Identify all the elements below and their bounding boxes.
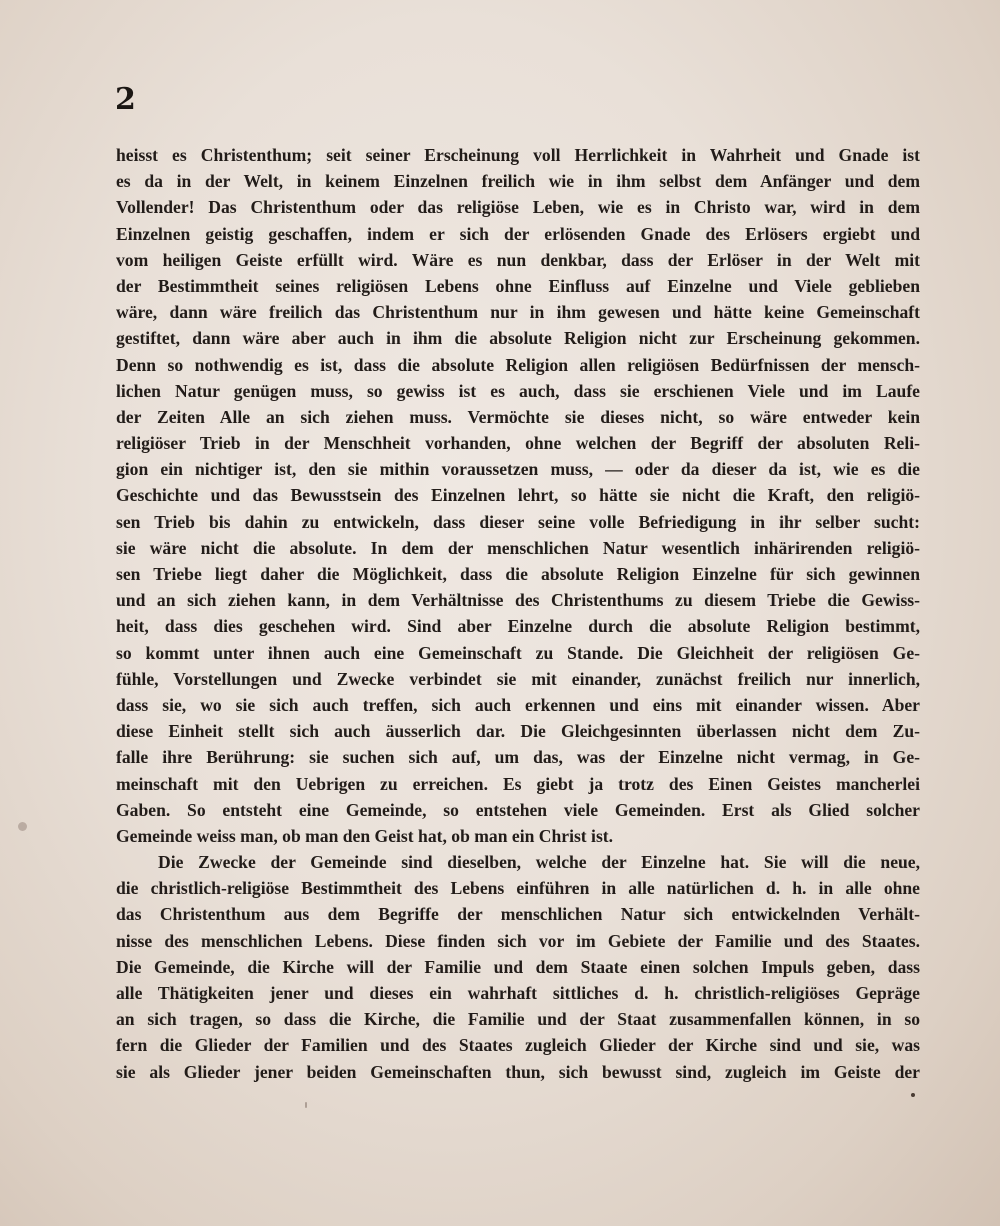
text-line: Denn so nothwendig es ist, dass die absolute Religion allen religiösen Bedürfnissen der mensch- [116,354,920,375]
text-line: falle ihre Berührung: sie suchen sich auf, um das, was der Einzelne nicht vermag, in Ge- [116,747,920,768]
text-line: vom heiligen Geiste erfüllt wird. Wäre es nun denkbar, dass der Erlöser in der Welt mit [116,249,920,270]
text-line: diese Einheit stellt sich auch äusserlich dar. Die Gleichgesinnten überlassen nicht dem Zu- [116,721,920,742]
text-line: wäre, dann wäre freilich das Christenthum nur in ihm gewesen und hätte keine Gemeinschaft [116,302,920,323]
text-line: heit, dass dies geschehen wird. Sind aber Einzelne durch die absolute Religion bestimmt, [116,616,920,637]
text-line: lichen Natur genügen muss, so gewiss ist es auch, dass sie erschienen Viele und im Laufe [116,380,920,401]
ink-speck [911,1093,915,1097]
text-line: gion ein nichtiger ist, den sie mithin voraussetzen muss, — oder da dieser da ist, wie es die [116,459,920,480]
text-line: gestiftet, dann wäre aber auch in ihm die absolute Religion nicht zur Erscheinung gekommen. [116,328,920,349]
text-line: fern die Glieder der Familien und des Staates zugleich Glieder der Kirche sind und sie, was [116,1035,920,1056]
text-line: Die Gemeinde, die Kirche will der Familie und dem Staate einen solchen Impuls geben, dass [116,956,920,977]
text-line: es da in der Welt, in keinem Einzelnen freilich wie in ihm selbst dem Anfänger und dem [116,171,920,192]
paper-stain [18,822,27,831]
text-line: Gaben. So entsteht eine Gemeinde, so entstehen viele Gemeinden. Erst als Glied solcher [116,799,920,820]
text-line: Geschichte und das Bewusstsein des Einzelnen lehrt, so hätte sie nicht die Kraft, den religiö- [116,485,920,506]
text-line: und an sich ziehen kann, in dem Verhältnisse des Christenthums zu diesem Triebe die Gewiss- [116,590,920,611]
text-line: alle Thätigkeiten jener und dieses ein wahrhaft sittliches d. h. christlich-religiöses Gepräge [116,983,920,1003]
text-line: so kommt unter ihnen auch eine Gemeinschaft zu Stande. Die Gleichheit der religiösen Ge- [116,642,920,663]
page-number: 2 [115,82,136,117]
text-line: meinschaft mit den Uebrigen zu erreichen. Es giebt ja trotz des Einen Geistes mancherlei [116,773,920,794]
text-line: sie als Glieder jener beiden Gemeinschaften thun, sich bewusst sind, zugleich im Geiste der [116,1061,920,1082]
text-line: sen Triebe liegt daher die Möglichkeit, dass die absolute Religion Einzelne für sich gewinnen [116,564,920,584]
text-line: sie wäre nicht die absolute. In dem der menschlichen Natur wesentlich inhärirenden religiö- [116,537,920,558]
text-line: Einzelnen geistig geschaffen, indem er sich der erlösenden Gnade des Erlösers ergiebt und [116,223,920,244]
text-line: dass sie, wo sie sich auch treffen, sich auch erkennen und eins mit einander wissen. Aber [116,694,920,715]
paragraph-first-line: Die Zwecke der Gemeinde sind dieselben, welche der Einzelne hat. Sie will die neue, [158,852,920,873]
text-line: der Zeiten Alle an sich ziehen muss. Vermöchte sie dieses nicht, so wäre entweder kein [116,406,920,427]
body-text [116,142,920,1085]
text-line: nisse des menschlichen Lebens. Diese finden sich vor im Gebiete der Familie und des Staates. [116,930,920,951]
ink-speck [305,1102,307,1108]
text-line: die christlich-religiöse Bestimmtheit des Lebens einführen in alle natürlichen d. h. in alle ohne [116,878,920,899]
text-line: der Bestimmtheit seines religiösen Lebens ohne Einfluss auf Einzelne und Viele geblieben [116,275,920,296]
text-line: religiöser Trieb in der Menschheit vorhanden, ohne welchen der Begriff der absoluten Reli- [116,433,920,454]
text-line: heisst es Christenthum; seit seiner Erscheinung voll Herrlichkeit in Wahrheit und Gnade ist [116,145,920,165]
text-line: sen Trieb bis dahin zu entwickeln, dass dieser seine volle Befriedigung in ihr selber sucht: [116,511,920,532]
text-line: fühle, Vorstellungen und Zwecke verbindet sie mit einander, zunächst freilich nur innerlich, [116,668,920,689]
text-line: Vollender! Das Christenthum oder das religiöse Leben, wie es in Christo war, wird in dem [116,197,920,218]
text-line: das Christenthum aus dem Begriffe der menschlichen Natur sich entwickelnden Verhält- [116,904,920,925]
text-line: an sich tragen, so dass die Kirche, die Familie und der Staat zusammenfallen können, in so [116,1009,920,1030]
text-line: Gemeinde weiss man, ob man den Geist hat, ob man ein Christ ist. [116,825,614,846]
